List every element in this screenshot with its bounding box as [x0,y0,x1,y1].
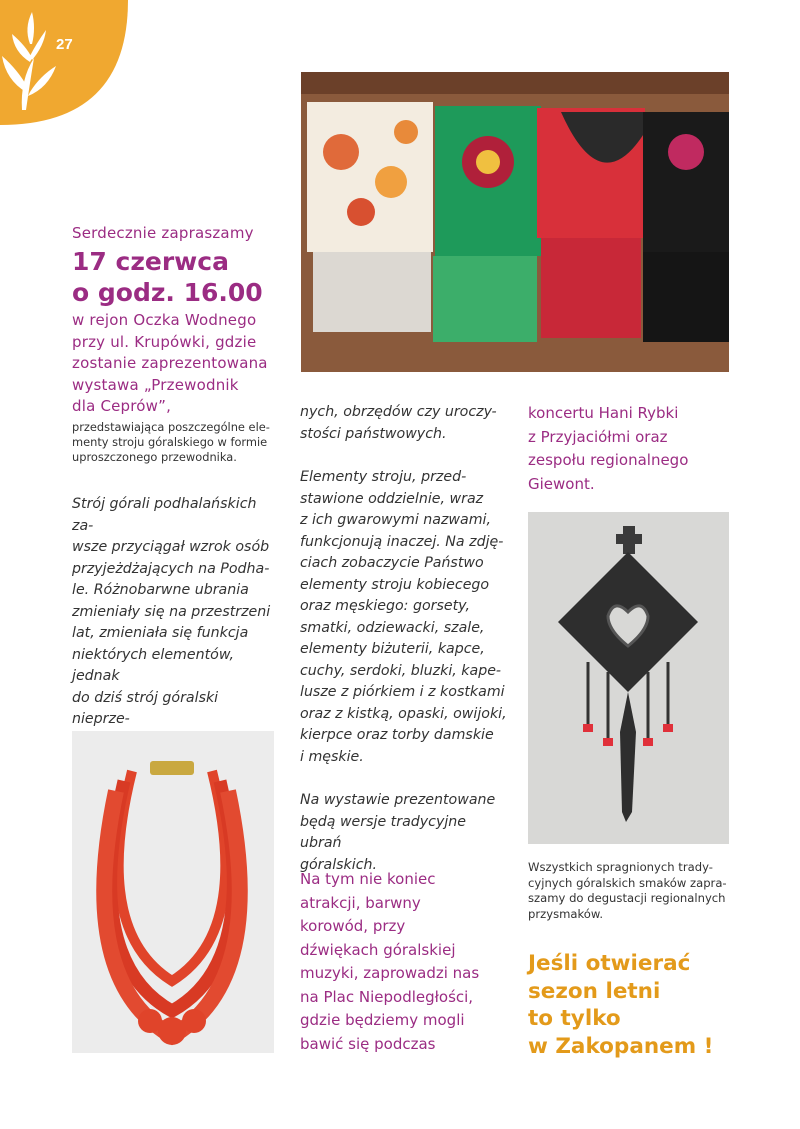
paragraph-line: ciach zobaczycie Państwo [300,555,484,571]
paragraph-line: funkcjonują inaczej. Na zdję- [300,533,504,550]
paragraph-line: zmieniały się na przestrzeni [72,603,271,620]
caption-line: Wszystkich spragnionych trady- [528,860,713,874]
paragraph-line: będą wersje tradycyjne ubrań [300,813,467,851]
paragraph-line: na Plac Niepodległości, [300,987,474,1006]
paragraph-line: elementy biżuterii, kapce, [300,641,485,657]
paragraph-line: stawione oddzielnie, wraz [300,490,484,507]
paragraph-line: Na tym nie koniec [300,870,436,888]
paragraph-line: i męskie. [300,748,364,765]
paragraph-line: kierpce oraz torby damskie [300,727,494,743]
intro-body-line: przy ul. Krupówki, gdzie [72,332,257,351]
headline-line: sezon letni [528,978,661,1004]
paragraph-line: atrakcji, barwny [300,893,421,912]
tasting-caption [528,860,733,922]
paragraph-line: Elementy stroju, przed- [300,469,467,485]
headline-line: to tylko [528,1006,621,1031]
paragraph-line: muzyki, zaprowadzi nas [300,964,480,982]
caption-line: przysmaków. [528,906,604,921]
intro-body-line: dla Ceprów”, [72,397,172,415]
paragraph-line: lat, zmieniała się funkcja [72,625,249,641]
paragraph-line: nych, obrzędów czy uroczy- [300,404,497,420]
intro-body-line: zostanie zaprezentowana [72,354,268,372]
page-number: 27 [56,36,73,53]
elements-text [300,402,510,898]
headline-line: w Zakopanem ! [528,1033,714,1059]
parade-text [300,868,510,1056]
intro-body [72,310,282,418]
paragraph-line: Giewont. [528,474,595,493]
paragraph-line: smatki, odziewacki, szale, [300,619,485,636]
closing-headline [528,950,768,1060]
intro-body-line: w rejon Oczka Wodnego [72,311,257,329]
paragraph-line: z Przyjaciółmi oraz [528,427,668,446]
paragraph [300,790,510,876]
scarves-photo [301,72,729,372]
paragraph-line: Na wystawie prezentowane [300,792,496,808]
paragraph-line: z ich gwarowymi nazwami, [300,512,491,528]
paragraph-line: bawić się podczas [300,1034,436,1053]
intro-block [72,224,282,465]
paragraph-line: oraz męskiego: gorsety, [300,598,470,614]
intro-small [72,420,287,465]
paragraph [300,467,510,768]
paragraph-line: stości państwowych. [300,425,447,442]
coral-necklace-photo [72,731,274,1053]
paragraph-line: cuchy, serdoki, bluzki, kape- [300,662,502,679]
corner-badge [0,0,130,130]
paragraph-line: niektórych elementów, jednak [72,646,235,684]
paragraph-line: elementy stroju kobiecego [300,576,490,593]
paragraph-line: koncertu Hani Rybki [528,404,679,422]
paragraph-line: lusze z piórkiem i z kostkami [300,684,505,700]
paragraph-line: le. Różnobarwne ubrania [72,582,249,598]
paragraph-line: wsze przyciągał wzrok osób [72,539,270,555]
brooch-photo [528,512,729,844]
intro-small-line: uproszczonego przewodnika. [72,449,237,464]
paragraph-line: gdzie będziemy mogli [300,1011,465,1029]
paragraph-line: zespołu regionalnego [528,451,689,469]
intro-small-line: menty stroju góralskiego w formie [72,434,268,449]
paragraph-line: Strój górali podhalańskich za- [72,496,257,534]
paragraph-line: przyjeżdżających na Podha- [72,560,270,577]
concert-text [528,402,748,496]
caption-line: cyjnych góralskich smaków zapra- [528,875,727,890]
paragraph-line: góralskich. [300,856,378,873]
event-time: o godz. 16.00 [72,278,263,307]
paragraph-line: dźwiękach góralskiej [300,940,456,959]
paragraph [300,402,510,445]
paragraph-line: do dziś strój góralski nieprze- [72,689,219,727]
intro-small-line: przedstawiająca poszczególne ele- [72,419,270,434]
invitation-lead: Serdecznie zapraszamy [72,224,254,242]
paragraph-line: oraz z kistką, opaski, owijoki, [300,705,507,722]
headline-line: Jeśli otwierać [528,951,691,976]
intro-body-line: wystawa „Przewodnik [72,375,239,394]
paragraph-line: korowód, przy [300,917,406,935]
caption-line: szamy do degustacji regionalnych [528,891,726,905]
event-date: 17 czerwca [72,247,229,276]
